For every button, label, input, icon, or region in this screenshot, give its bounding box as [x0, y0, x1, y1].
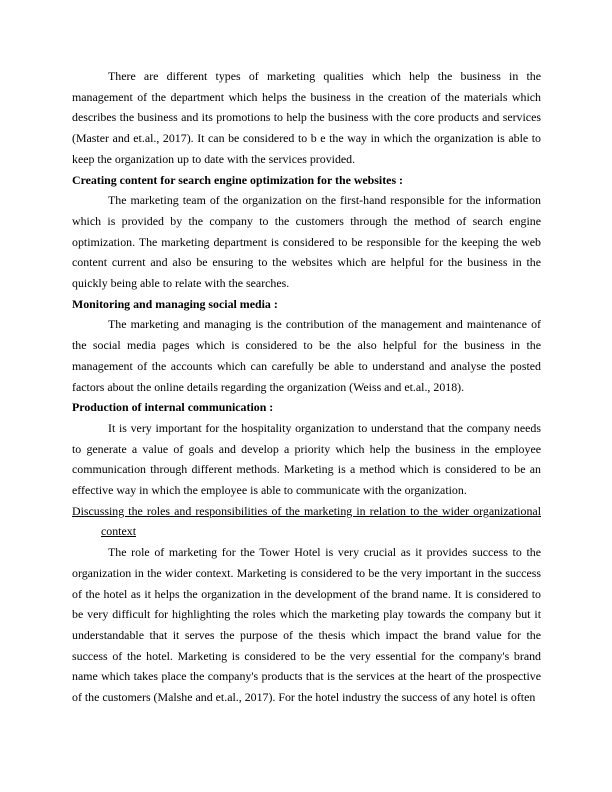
heading-seo-content: Creating content for search engine optimization for the websites :	[72, 172, 404, 187]
document-page	[72, 66, 541, 708]
paragraph-social-media: The marketing and managing is the contribution of the management and maintenance of the social media pages which is considered to be the also helpful for the business in the management of the accounts which can carefully be able to understand and analyse the posted factors about the online details regarding the organization (Weiss and et.al., 2018).	[72, 317, 541, 394]
section-heading-roles: Discussing the roles and responsibilities of the marketing in relation to the wider organizational context	[72, 503, 541, 539]
paragraph-internal-communication: It is very important for the hospitality organization to understand that the company needs to generate a value of goals and develop a priority which help the business in the employee communication through different methods. Marketing is a method which is considered to be an effective way in which the employee is able to communicate with the organization.	[72, 420, 541, 498]
paragraph-seo: The marketing team of the organization on the first-hand responsible for the information which is provided by the company to the customers through the method of search engine optimization. The marketing department is considered to be responsible for the keeping the web content current and also be ensuring to the websites which are helpful for the business in the quickly being able to relate with the searches.	[72, 193, 541, 291]
paragraph-marketing-qualities: There are different types of marketing qualities which help the business in the management of the department which helps the business in the creation of the materials which describes the business and its promotions to help the business with the core products and services (Master and et.al., 2017). It can be considered to b e the way in which the organization is able to keep the organization up to date with the services provided.	[72, 69, 541, 166]
heading-social-media: Monitoring and managing social media :	[72, 296, 278, 311]
paragraph-tower-hotel: The role of marketing for the Tower Hotel is very crucial as it provides success to the organization in the wider context. Marketing is considered to be the very important in the success of the hotel as it helps the organization in the development of the brand name. It is considered to be very difficult for highlighting the roles which the marketing play towards the company but it understandable that it serves the purpose of the thesis which impact the brand value for the success of the hotel. Marketing is considered to be the very essential for the company's brand name which takes place the company's products that is the services at the heart of the prospective of the customers (Malshe and et.al., 2017). For the hotel industry the success of any hotel is often	[72, 545, 541, 705]
heading-internal-communication: Production of internal communication :	[72, 400, 274, 415]
